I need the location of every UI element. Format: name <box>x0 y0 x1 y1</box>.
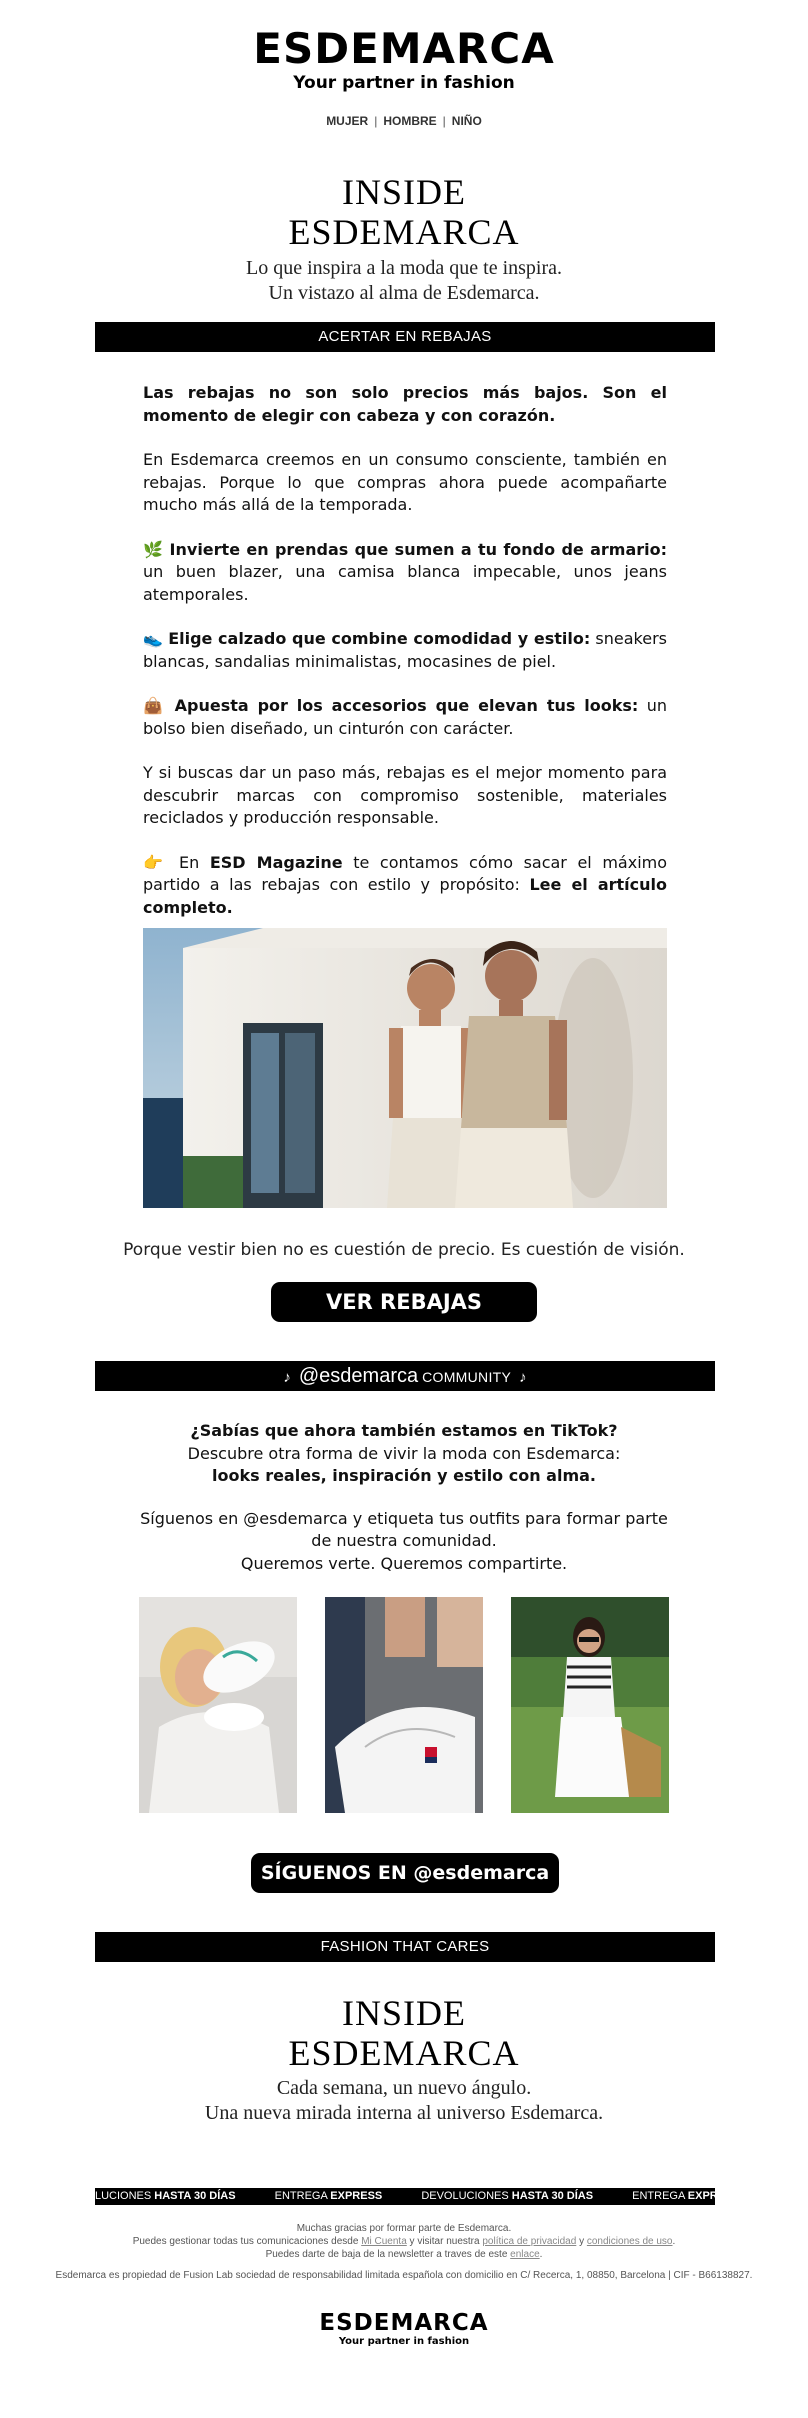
pointing-hand-icon: 👉 <box>143 852 169 872</box>
footer-unsubscribe <box>0 2248 808 2261</box>
hero-title-line1: INSIDE <box>342 172 466 212</box>
ticker-item <box>95 2190 236 2202</box>
cta-text: En <box>168 852 210 872</box>
tiktok-line <box>0 1465 808 1488</box>
cta-text: te contamos cómo sacar el máximo partido a las rebajas con estilo y propósito: <box>143 852 668 894</box>
nav-separator: | <box>374 114 378 128</box>
article-paragraph: Y si buscas dar un paso más, rebajas es el mejor momento para descubrir marcas con compromiso sostenible, materiales reciclados y producción responsable. <box>143 763 667 827</box>
article-body <box>143 382 667 941</box>
footer-legal: Esdemarca es propiedad de Fusion Lab sociedad de responsabilidad limitada española con domicilio en C/ Recerca, 1, 08850, Barcelona | CIF - B66138827. <box>55 2270 753 2281</box>
header-logo[interactable] <box>0 24 808 94</box>
spacer <box>0 1488 808 1508</box>
tiktok-line: Descubre otra forma de vivir la moda con Esdemarca: <box>187 1443 621 1463</box>
section-bar-fashion-that-cares: FASHION THAT CARES <box>95 1932 715 1962</box>
hero-subtitle-line2: Un vistazo al alma de Esdemarca. <box>268 282 540 304</box>
tip-footwear-text: sneakers blancas, sandalias minimalistas, mocasines de piel. <box>143 629 667 671</box>
community-word: COMMUNITY <box>422 1369 512 1385</box>
footer-text: . <box>672 2236 676 2247</box>
terms-link[interactable]: condiciones de uso <box>586 2236 673 2247</box>
brand-wordmark: ESDEMARCA <box>253 24 555 73</box>
inside-subtitle-line2: Una nueva mirada interna al universo Esdemarca. <box>204 2102 604 2124</box>
tiktok-line: Síguenos en @esdemarca y etiqueta tus outfits para formar parte <box>140 1508 668 1528</box>
community-handle: @esdemarca <box>298 1365 419 1387</box>
tip-footwear-title: Elige calzado que combine comodidad y estilo: <box>168 629 591 648</box>
article-intro <box>143 382 667 427</box>
ticker-bold: HASTA 30 DÍAS <box>511 2190 594 2202</box>
tiktok-thumbnail-3[interactable] <box>511 1597 669 1813</box>
tiktok-thumbnail-1[interactable] <box>139 1597 297 1813</box>
article-paragraph: En Esdemarca creemos en un consumo consciente, también en rebajas. Porque lo que compras ahora puede acompañarte mucho más allá de la temporada. <box>143 450 667 514</box>
section-bar-rebajas: ACERTAR EN REBAJAS <box>95 322 715 352</box>
hero-title <box>0 172 808 252</box>
inside-subtitle <box>0 2076 808 2126</box>
tiktok-thumbnail-image <box>325 1597 483 1813</box>
tiktok-invite <box>0 1420 808 1575</box>
follow-tiktok-button[interactable]: SÍGUENOS EN @esdemarca <box>251 1853 559 1893</box>
magazine-cta <box>143 852 667 920</box>
footer-text: Puedes gestionar todas tus comunicaciones desde <box>132 2236 362 2247</box>
ticker-bold: HASTA 30 DÍAS <box>154 2190 236 2202</box>
tip-accessories <box>143 695 667 740</box>
leaf-icon: 🌿 <box>143 539 164 559</box>
my-account-link[interactable]: Mi Cuenta <box>361 2236 407 2247</box>
inside-title <box>0 1993 808 2073</box>
vision-quote: Porque vestir bien no es cuestión de precio. Es cuestión de visión. <box>123 1240 685 1260</box>
ticker-text: DEVOLUCIONES <box>421 2190 512 2202</box>
tiktok-thumbnail-2[interactable] <box>325 1597 483 1813</box>
tip-accessories-text: un bolso bien diseñado, un cinturón con carácter. <box>143 696 667 738</box>
unsubscribe-link[interactable]: enlace <box>510 2249 540 2260</box>
nav-separator: | <box>442 114 446 128</box>
nav-hombre-link[interactable]: HOMBRE <box>383 114 437 128</box>
ticker-text: ENTREGA <box>632 2190 688 2202</box>
tiktok-icon: ♪ <box>519 1368 527 1386</box>
nav-nino-link[interactable]: NIÑO <box>451 114 482 128</box>
footer-logo[interactable] <box>0 2311 808 2349</box>
footer <box>0 2222 808 2282</box>
benefits-ticker <box>95 2188 740 2205</box>
ticker-text: LUCIONES <box>95 2190 155 2202</box>
footer-manage <box>0 2235 808 2248</box>
footer-text: y visitar nuestra <box>406 2236 483 2247</box>
inside-subtitle-line1: Cada semana, un nuevo ángulo. <box>276 2077 532 2099</box>
tip-footwear <box>143 628 667 673</box>
inside-title-line2: ESDEMARCA <box>288 2033 520 2073</box>
tip-wardrobe <box>143 539 667 607</box>
ticker-item <box>632 2190 740 2202</box>
hero-subtitle <box>0 256 808 306</box>
inside-title-line1: INSIDE <box>342 1993 466 2033</box>
footer-text: y <box>576 2236 587 2247</box>
brand-wordmark: ESDEMARCA <box>319 2310 489 2336</box>
privacy-policy-link[interactable]: política de privacidad <box>482 2236 577 2247</box>
tip-wardrobe-title: Invierte en prendas que sumen a tu fondo de armario: <box>169 539 668 559</box>
footer-text: Puedes darte de baja de la newsletter a traves de este <box>265 2249 511 2260</box>
couple-photo[interactable] <box>143 928 667 1208</box>
couple-photo-image <box>143 928 667 1208</box>
nav-mujer-link[interactable]: MUJER <box>326 114 369 128</box>
tiktok-thumbnail-image <box>139 1597 297 1813</box>
brand-tagline: Your partner in fashion <box>293 73 515 93</box>
read-article-link[interactable]: Lee el artículo completo. <box>143 875 668 917</box>
ticker-text: ENTREGA <box>274 2190 331 2202</box>
ticker-item <box>275 2190 383 2202</box>
footer-thanks: Muchas gracias por formar parte de Esdemarca. <box>296 2223 512 2234</box>
tip-wardrobe-text: un buen blazer, una camisa blanca impecable, unos jeans atemporales. <box>143 562 667 604</box>
ticker-bold: EXPRESS <box>687 2190 740 2202</box>
tiktok-icon: ♪ <box>283 1368 291 1386</box>
main-nav <box>0 114 808 128</box>
footer-text: . <box>539 2249 543 2260</box>
tiktok-question <box>0 1420 808 1443</box>
tiktok-line: Queremos verte. Queremos compartirte. <box>240 1553 568 1573</box>
tiktok-thumbnail-image <box>511 1597 669 1813</box>
hero-title-line2: ESDEMARCA <box>288 212 520 252</box>
view-sale-button[interactable]: VER REBAJAS <box>271 1282 537 1322</box>
tip-accessories-title: Apuesta por los accesorios que elevan tus looks: <box>174 696 639 715</box>
tiktok-question-text: ¿Sabías que ahora también estamos en TikTok? <box>190 1421 618 1440</box>
tiktok-line-bold: looks reales, inspiración y estilo con alma. <box>211 1466 596 1485</box>
article-intro-text: Las rebajas no son solo precios más bajos. Son el momento de elegir con cabeza y con corazón. <box>143 383 667 425</box>
brand-tagline: Your partner in fashion <box>338 2336 470 2347</box>
magazine-name: ESD Magazine <box>209 852 343 872</box>
handbag-icon: 👜 <box>143 696 167 715</box>
ticker-bold: EXPRESS <box>330 2190 383 2202</box>
hero-subtitle-line1: Lo que inspira a la moda que te inspira. <box>245 257 562 279</box>
ticker-item <box>421 2190 593 2202</box>
community-bar <box>95 1361 715 1391</box>
sneaker-icon: 👟 <box>143 629 164 648</box>
tiktok-line: de nuestra comunidad. <box>311 1531 497 1550</box>
